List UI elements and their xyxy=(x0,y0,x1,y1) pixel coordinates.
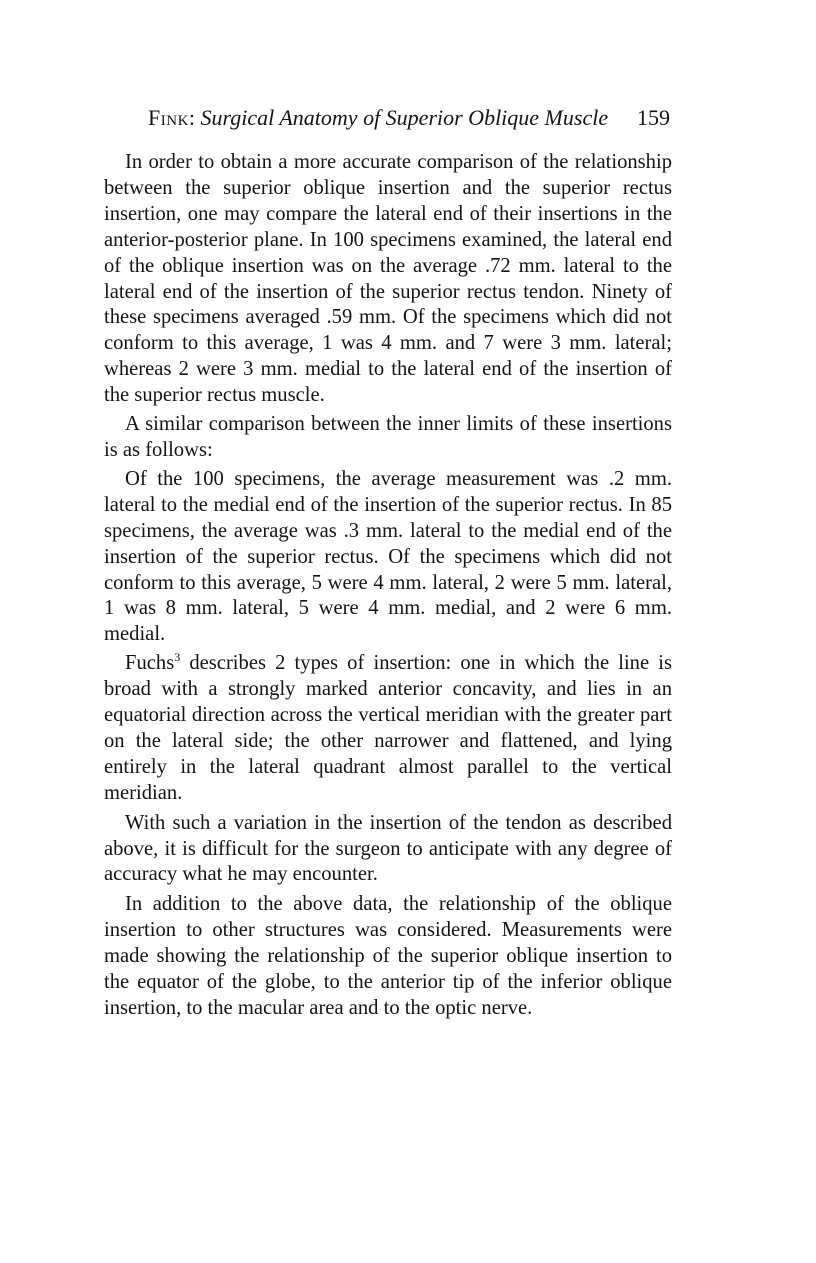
paragraph-medial-measurements: Of the 100 specimens, the average measurement was .2 mm. lateral to the medial end of the insertion of the superior rectus. In 85 specimens, the average was .3 mm. lateral to the medial end of the insertion of the superior rectus. Of the specimens which did not conform to this average, 5 were 4 mm. lateral, 2 were 5 mm. lateral, 1 was 8 mm. lateral, 5 were 4 mm. medial, and 2 were 6 mm. medial. xyxy=(104,467,672,646)
running-head xyxy=(148,103,670,133)
footnote-reference: 3 xyxy=(174,650,181,665)
running-head-separator: : xyxy=(188,105,201,130)
body-text xyxy=(104,150,672,1025)
paragraph-variation-difficulty: With such a variation in the insertion of the tendon as described above, it is difficult for the surgeon to anticipate with any degree of accuracy what he may encounter. xyxy=(104,811,672,886)
running-head-author: Fink xyxy=(148,105,189,130)
fuchs-citation-name: Fuchs xyxy=(125,652,175,675)
fuchs-paragraph-text: describes 2 types of insertion: one in which the line is broad with a strongly marked anterior concavity, and lies in an equatorial direction across the vertical meridian with the greater part on the lateral side; the other narrower and flattened, and lying entirely in the lateral quadrant almost parallel to the vertical meridian. xyxy=(104,652,672,804)
paragraph-other-structures: In addition to the above data, the relationship of the oblique insertion to other structures was considered. Measurements were made showing the relationship of the superior oblique insertion to the equator of the globe, to the anterior tip of the inferior oblique insertion, to the macular area and to the optic nerve. xyxy=(104,893,672,1019)
paragraph-lateral-comparison: In order to obtain a more accurate comparison of the relationship between the superior oblique insertion and the superior rectus insertion, one may compare the lateral end of their insertions in the anterior-posterior plane. In 100 specimens examined, the lateral end of the oblique insertion was on the average .72 mm. lateral to the lateral end of the insertion of the superior rectus tendon. Ninety of these specimens averaged .59 mm. Of the specimens which did not conform to this average, 1 was 4 mm. and 7 were 3 mm. lateral; whereas 2 were 3 mm. medial to the lateral end of the insertion of the superior rectus muscle. xyxy=(104,151,672,407)
page-number: 159 xyxy=(637,105,670,130)
paragraph-fuchs-insertion-types xyxy=(104,651,672,806)
running-head-title: Surgical Anatomy of Superior Oblique Muscle xyxy=(200,105,609,130)
paragraph-inner-limits-intro: A similar comparison between the inner limits of these insertions is as follows: xyxy=(104,413,672,461)
